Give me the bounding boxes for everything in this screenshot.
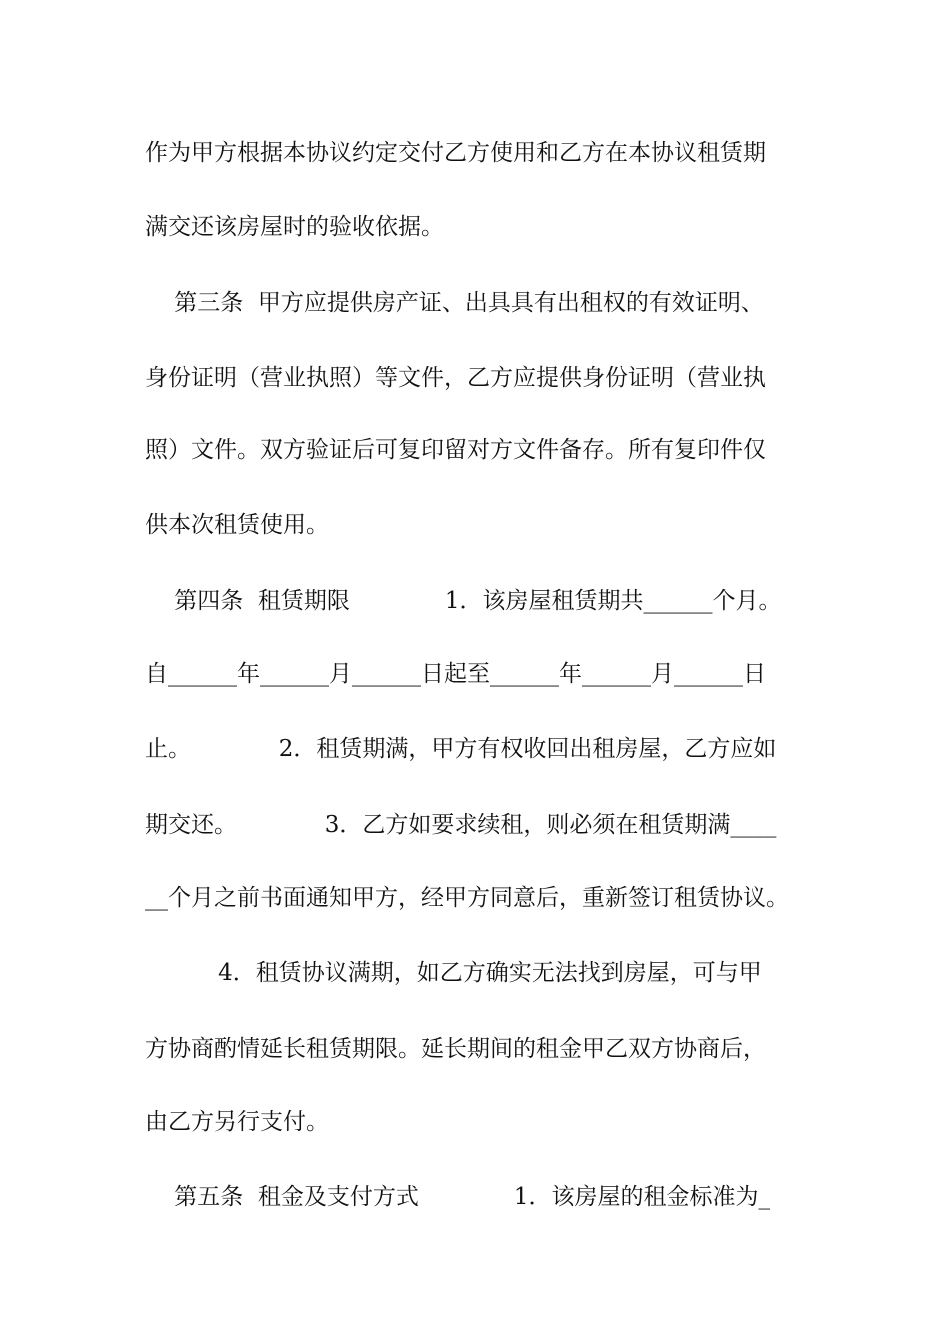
text-line-8: 自______年______月______日起至______年______月______日	[145, 661, 766, 687]
text-line-5: 照）文件。双方验证后可复印留对方文件备存。所有复印件仅	[145, 437, 766, 463]
text-line-14: 由乙方另行支付。	[145, 1109, 329, 1135]
text-line-6: 供本次租赁使用。	[145, 512, 329, 538]
text-line-13: 方协商酌情延长租赁期限。延长期间的租金甲乙双方协商后，	[145, 1036, 766, 1062]
text-line-7: 第四条 租赁期限 1．该房屋租赁期共______个月。	[145, 588, 782, 614]
text-line-3: 第三条 甲方应提供房产证、出具具有出租权的有效证明、	[145, 290, 764, 316]
text-line-1: 作为甲方根据本协议约定交付乙方使用和乙方在本协议租赁期	[145, 140, 766, 166]
text-line-10: 期交还。 3．乙方如要求续租，则必须在租赁期满____	[145, 812, 777, 838]
text-line-4: 身份证明（营业执照）等文件，乙方应提供身份证明（营业执	[145, 365, 766, 391]
text-line-9: 止。 2．租赁期满，甲方有权收回出租房屋，乙方应如	[145, 736, 777, 762]
text-line-11: __个月之前书面通知甲方，经甲方同意后，重新签订租赁协议。	[145, 885, 789, 911]
text-line-12: 4．租赁协议满期，如乙方确实无法找到房屋，可与甲	[145, 960, 762, 986]
text-line-2: 满交还该房屋时的验收依据。	[145, 214, 444, 240]
text-line-15: 第五条 租金及支付方式 1．该房屋的租金标准为_	[145, 1184, 771, 1210]
